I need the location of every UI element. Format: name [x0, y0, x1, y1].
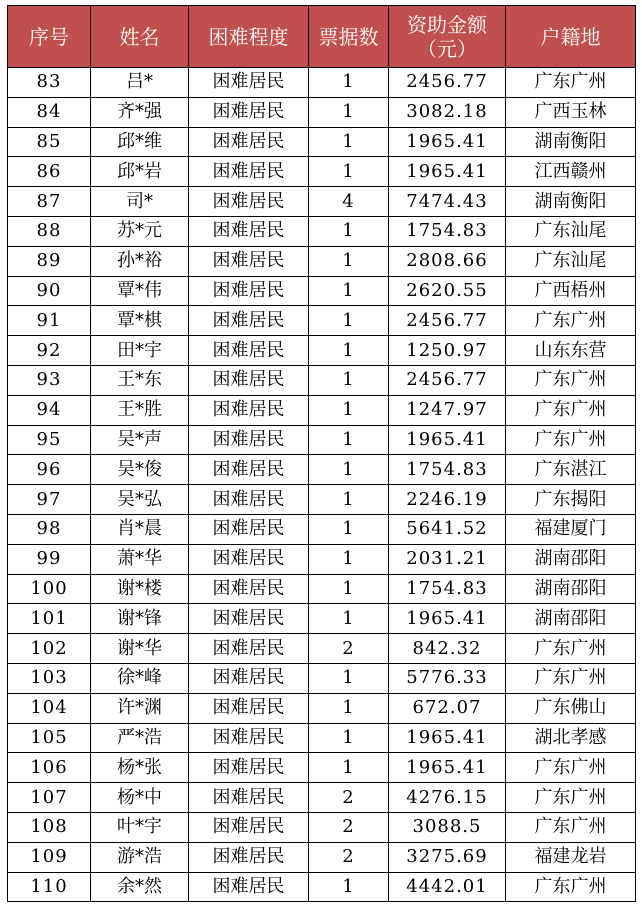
cell-bill-count: 1 — [309, 68, 389, 98]
cell-seq: 94 — [8, 395, 91, 425]
table-row — [8, 97, 636, 127]
cell-aid-amount: 1754.83 — [389, 455, 506, 485]
cell-bill-count: 1 — [309, 872, 389, 902]
cell-name: 吴*弘 — [91, 485, 189, 515]
cell-difficulty: 困难居民 — [189, 544, 309, 574]
cell-hukou: 山东东营 — [506, 336, 636, 366]
cell-bill-count: 1 — [309, 306, 389, 336]
cell-difficulty: 困难居民 — [189, 276, 309, 306]
table-row — [8, 604, 636, 634]
cell-hukou: 湖南衡阳 — [506, 127, 636, 157]
cell-difficulty: 困难居民 — [189, 753, 309, 783]
table-row — [8, 693, 636, 723]
header-seq: 序号 — [8, 6, 91, 68]
cell-hukou: 广东广州 — [506, 68, 636, 98]
cell-difficulty: 困难居民 — [189, 97, 309, 127]
cell-name: 苏*元 — [91, 216, 189, 246]
cell-aid-amount: 1965.41 — [389, 604, 506, 634]
cell-aid-amount: 1965.41 — [389, 127, 506, 157]
cell-bill-count: 1 — [309, 127, 389, 157]
cell-seq: 95 — [8, 425, 91, 455]
cell-difficulty: 困难居民 — [189, 246, 309, 276]
table-header-row — [8, 6, 636, 68]
cell-seq: 97 — [8, 485, 91, 515]
cell-aid-amount: 1965.41 — [389, 753, 506, 783]
cell-seq: 102 — [8, 634, 91, 664]
cell-difficulty: 困难居民 — [189, 395, 309, 425]
cell-aid-amount: 1250.97 — [389, 336, 506, 366]
cell-bill-count: 1 — [309, 455, 389, 485]
table-row — [8, 514, 636, 544]
cell-hukou: 广西玉林 — [506, 97, 636, 127]
cell-difficulty: 困难居民 — [189, 663, 309, 693]
cell-seq: 109 — [8, 842, 91, 872]
cell-name: 杨*张 — [91, 753, 189, 783]
cell-seq: 105 — [8, 723, 91, 753]
cell-name: 肖*晨 — [91, 514, 189, 544]
header-bill-count: 票据数 — [309, 6, 389, 68]
table-row — [8, 306, 636, 336]
cell-hukou: 湖南衡阳 — [506, 187, 636, 217]
cell-hukou: 湖南邵阳 — [506, 544, 636, 574]
cell-name: 覃*伟 — [91, 276, 189, 306]
cell-seq: 85 — [8, 127, 91, 157]
table-row — [8, 68, 636, 98]
cell-seq: 90 — [8, 276, 91, 306]
cell-bill-count: 1 — [309, 663, 389, 693]
cell-bill-count: 2 — [309, 812, 389, 842]
cell-name: 覃*棋 — [91, 306, 189, 336]
table-row — [8, 634, 636, 664]
cell-bill-count: 4 — [309, 187, 389, 217]
cell-name: 王*胜 — [91, 395, 189, 425]
cell-difficulty: 困难居民 — [189, 812, 309, 842]
cell-hukou: 广东广州 — [506, 634, 636, 664]
table-row — [8, 187, 636, 217]
cell-aid-amount: 1965.41 — [389, 425, 506, 455]
cell-seq: 86 — [8, 157, 91, 187]
cell-name: 吴*俊 — [91, 455, 189, 485]
cell-seq: 93 — [8, 365, 91, 395]
cell-difficulty: 困难居民 — [189, 604, 309, 634]
table-row — [8, 425, 636, 455]
cell-name: 吴*声 — [91, 425, 189, 455]
table-row — [8, 872, 636, 902]
cell-difficulty: 困难居民 — [189, 187, 309, 217]
cell-hukou: 广东广州 — [506, 753, 636, 783]
cell-difficulty: 困难居民 — [189, 842, 309, 872]
cell-seq: 107 — [8, 783, 91, 813]
cell-name: 田*宇 — [91, 336, 189, 366]
cell-hukou: 广东广州 — [506, 872, 636, 902]
cell-difficulty: 困难居民 — [189, 216, 309, 246]
cell-hukou: 广东广州 — [506, 663, 636, 693]
cell-bill-count: 1 — [309, 485, 389, 515]
cell-aid-amount: 1965.41 — [389, 723, 506, 753]
cell-hukou: 湖北孝感 — [506, 723, 636, 753]
cell-difficulty: 困难居民 — [189, 365, 309, 395]
table-row — [8, 455, 636, 485]
cell-aid-amount: 2456.77 — [389, 365, 506, 395]
cell-name: 萧*华 — [91, 544, 189, 574]
header-hukou: 户籍地 — [506, 6, 636, 68]
table-row — [8, 842, 636, 872]
cell-aid-amount: 5776.33 — [389, 663, 506, 693]
cell-bill-count: 2 — [309, 634, 389, 664]
cell-difficulty: 困难居民 — [189, 693, 309, 723]
cell-name: 许*渊 — [91, 693, 189, 723]
table-row — [8, 753, 636, 783]
cell-aid-amount: 2031.21 — [389, 544, 506, 574]
cell-name: 司* — [91, 187, 189, 217]
cell-difficulty: 困难居民 — [189, 723, 309, 753]
cell-seq: 87 — [8, 187, 91, 217]
cell-aid-amount: 1754.83 — [389, 216, 506, 246]
table-row — [8, 663, 636, 693]
cell-hukou: 福建厦门 — [506, 514, 636, 544]
cell-bill-count: 1 — [309, 216, 389, 246]
cell-bill-count: 1 — [309, 157, 389, 187]
cell-hukou: 广东广州 — [506, 395, 636, 425]
header-difficulty: 困难程度 — [189, 6, 309, 68]
cell-aid-amount: 842.32 — [389, 634, 506, 664]
header-name: 姓名 — [91, 6, 189, 68]
cell-aid-amount: 672.07 — [389, 693, 506, 723]
cell-bill-count: 1 — [309, 246, 389, 276]
cell-seq: 108 — [8, 812, 91, 842]
cell-hukou: 湖南邵阳 — [506, 574, 636, 604]
cell-difficulty: 困难居民 — [189, 157, 309, 187]
cell-seq: 98 — [8, 514, 91, 544]
cell-name: 徐*峰 — [91, 663, 189, 693]
cell-name: 余*然 — [91, 872, 189, 902]
table-row — [8, 723, 636, 753]
cell-name: 邱*维 — [91, 127, 189, 157]
table-row — [8, 336, 636, 366]
table-row — [8, 812, 636, 842]
cell-name: 谢*华 — [91, 634, 189, 664]
cell-seq: 96 — [8, 455, 91, 485]
cell-aid-amount: 2620.55 — [389, 276, 506, 306]
cell-hukou: 广东广州 — [506, 425, 636, 455]
cell-seq: 84 — [8, 97, 91, 127]
cell-seq: 99 — [8, 544, 91, 574]
cell-seq: 89 — [8, 246, 91, 276]
cell-difficulty: 困难居民 — [189, 574, 309, 604]
table-row — [8, 365, 636, 395]
cell-seq: 88 — [8, 216, 91, 246]
cell-hukou: 广东广州 — [506, 365, 636, 395]
cell-aid-amount: 1754.83 — [389, 574, 506, 604]
cell-bill-count: 1 — [309, 336, 389, 366]
cell-aid-amount: 4442.01 — [389, 872, 506, 902]
cell-name: 杨*中 — [91, 783, 189, 813]
cell-bill-count: 1 — [309, 395, 389, 425]
cell-bill-count: 2 — [309, 783, 389, 813]
cell-aid-amount: 2456.77 — [389, 306, 506, 336]
cell-aid-amount: 3088.5 — [389, 812, 506, 842]
cell-name: 叶*宇 — [91, 812, 189, 842]
cell-bill-count: 1 — [309, 574, 389, 604]
table-row — [8, 246, 636, 276]
cell-name: 谢*楼 — [91, 574, 189, 604]
table-row — [8, 544, 636, 574]
cell-name: 孙*裕 — [91, 246, 189, 276]
table-row — [8, 157, 636, 187]
cell-aid-amount: 2246.19 — [389, 485, 506, 515]
cell-difficulty: 困难居民 — [189, 127, 309, 157]
cell-seq: 110 — [8, 872, 91, 902]
cell-aid-amount: 2456.77 — [389, 68, 506, 98]
table-row — [8, 395, 636, 425]
cell-bill-count: 1 — [309, 514, 389, 544]
cell-hukou: 广东广州 — [506, 812, 636, 842]
cell-seq: 83 — [8, 68, 91, 98]
cell-hukou: 广东揭阳 — [506, 485, 636, 515]
cell-seq: 92 — [8, 336, 91, 366]
cell-name: 吕* — [91, 68, 189, 98]
cell-name: 齐*强 — [91, 97, 189, 127]
table-row — [8, 574, 636, 604]
cell-bill-count: 2 — [309, 842, 389, 872]
cell-aid-amount: 7474.43 — [389, 187, 506, 217]
table-row — [8, 485, 636, 515]
cell-name: 谢*锋 — [91, 604, 189, 634]
cell-difficulty: 困难居民 — [189, 514, 309, 544]
cell-bill-count: 1 — [309, 544, 389, 574]
cell-hukou: 广东广州 — [506, 306, 636, 336]
cell-difficulty: 困难居民 — [189, 68, 309, 98]
cell-hukou: 广东汕尾 — [506, 216, 636, 246]
cell-seq: 106 — [8, 753, 91, 783]
table-row — [8, 216, 636, 246]
table-row — [8, 127, 636, 157]
cell-hukou: 广东湛江 — [506, 455, 636, 485]
cell-aid-amount: 3082.18 — [389, 97, 506, 127]
cell-bill-count: 1 — [309, 693, 389, 723]
cell-bill-count: 1 — [309, 425, 389, 455]
cell-name: 王*东 — [91, 365, 189, 395]
cell-name: 游*浩 — [91, 842, 189, 872]
cell-hukou: 广东佛山 — [506, 693, 636, 723]
cell-difficulty: 困难居民 — [189, 783, 309, 813]
cell-difficulty: 困难居民 — [189, 455, 309, 485]
cell-hukou: 广东汕尾 — [506, 246, 636, 276]
cell-bill-count: 1 — [309, 276, 389, 306]
cell-aid-amount: 2808.66 — [389, 246, 506, 276]
cell-aid-amount: 4276.15 — [389, 783, 506, 813]
cell-difficulty: 困难居民 — [189, 306, 309, 336]
cell-bill-count: 1 — [309, 97, 389, 127]
cell-seq: 104 — [8, 693, 91, 723]
cell-aid-amount: 1247.97 — [389, 395, 506, 425]
cell-difficulty: 困难居民 — [189, 425, 309, 455]
cell-seq: 91 — [8, 306, 91, 336]
cell-bill-count: 1 — [309, 723, 389, 753]
cell-name: 邱*岩 — [91, 157, 189, 187]
table-body — [8, 68, 636, 902]
cell-seq: 101 — [8, 604, 91, 634]
header-aid-amount: 资助金额（元） — [389, 6, 506, 68]
cell-difficulty: 困难居民 — [189, 336, 309, 366]
cell-hukou: 广东广州 — [506, 783, 636, 813]
table-row — [8, 276, 636, 306]
cell-hukou: 湖南邵阳 — [506, 604, 636, 634]
aid-recipients-table — [7, 5, 636, 902]
cell-hukou: 广西梧州 — [506, 276, 636, 306]
cell-aid-amount: 1965.41 — [389, 157, 506, 187]
cell-name: 严*浩 — [91, 723, 189, 753]
cell-hukou: 福建龙岩 — [506, 842, 636, 872]
cell-seq: 103 — [8, 663, 91, 693]
cell-bill-count: 1 — [309, 753, 389, 783]
cell-bill-count: 1 — [309, 604, 389, 634]
cell-difficulty: 困难居民 — [189, 872, 309, 902]
cell-hukou: 江西赣州 — [506, 157, 636, 187]
cell-difficulty: 困难居民 — [189, 634, 309, 664]
cell-bill-count: 1 — [309, 365, 389, 395]
cell-aid-amount: 5641.52 — [389, 514, 506, 544]
cell-difficulty: 困难居民 — [189, 485, 309, 515]
cell-seq: 100 — [8, 574, 91, 604]
cell-aid-amount: 3275.69 — [389, 842, 506, 872]
table-row — [8, 783, 636, 813]
